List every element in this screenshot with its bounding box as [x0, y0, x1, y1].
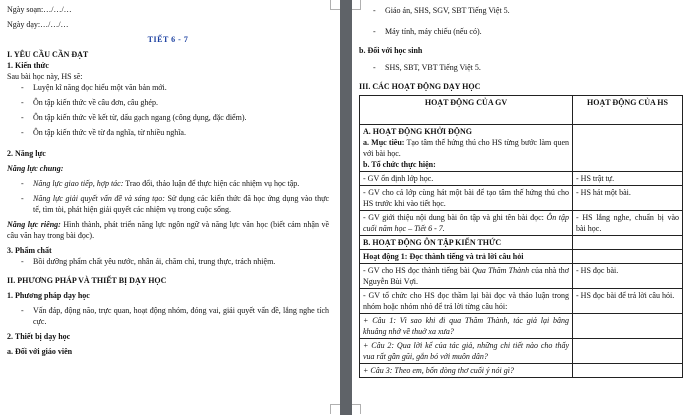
- table-row: [360, 236, 683, 250]
- table-cell: - HS trật tự.: [573, 172, 683, 186]
- subsection-heading: b. Đối với học sinh: [359, 46, 423, 55]
- poem-title: Qua Thăm Thành: [472, 266, 530, 275]
- list-item: [7, 178, 329, 189]
- table-cell: - GV cho HS đọc thành tiếng bài Qua Thăm Thành của nhà thơ Nguyễn Bùi Vợi.: [360, 264, 573, 289]
- item-label: Năng lực giải quyết vấn đề và sáng tạo:: [33, 194, 165, 203]
- list-item: - Vấn đáp, động não, trực quan, hoạt động nhóm, đóng vai, giải quyết vấn đề, lắng nghe tích cực.: [7, 305, 329, 327]
- table-cell: [573, 250, 683, 264]
- item-label: Năng lực giao tiếp, hợp tác:: [33, 179, 124, 188]
- subsection-heading: a. Đối với giáo viên: [7, 347, 73, 356]
- goal-label: a. Mục tiêu:: [363, 138, 405, 147]
- margin-mark: [352, 404, 361, 414]
- list-item: - Máy tính, máy chiếu (nếu có).: [359, 26, 690, 37]
- table-cell: - HS đọc bài.: [573, 264, 683, 289]
- question: + Câu 3: Theo em, bốn dòng thơ cuối ý nói gì?: [363, 366, 514, 375]
- column-header-gv: HOẠT ĐỘNG CỦA GV: [360, 96, 573, 125]
- table-cell: [573, 314, 683, 339]
- list-item: - Ôn tập kiến thức về kết từ, dấu gạch ngang (công dụng, đặc điểm).: [7, 112, 329, 123]
- table-row: [360, 172, 683, 186]
- list-item: [7, 193, 329, 215]
- subsection-heading: 1. Phương pháp dạy học: [7, 291, 90, 300]
- page-content: [359, 5, 690, 378]
- item-text: Sử dụng các kiến thức đã học ứng dụng vào thực tế, tìm tòi, phát hiện giải quyết các nhiệm vụ trong cuộc sống.: [33, 194, 329, 214]
- margin-mark: [330, 0, 340, 10]
- table-cell: [573, 236, 683, 250]
- table-row: [360, 211, 683, 236]
- activity-heading: Hoạt động 1: Đọc thành tiếng và trả lời câu hỏi: [363, 252, 524, 261]
- table-cell: [360, 314, 573, 339]
- date-taught: Ngày dạy:…/…/…: [7, 20, 69, 29]
- table-cell: - HS lắng nghe, chuẩn bị vào bài học.: [573, 211, 683, 236]
- table-row: [360, 186, 683, 211]
- item-label: Năng lực riêng:: [7, 220, 61, 229]
- table-cell: [573, 339, 683, 364]
- subsection-heading: 3. Phẩm chất: [7, 246, 52, 255]
- subsection-heading: 1. Kiến thức: [7, 61, 49, 70]
- document-page-left: [0, 0, 340, 415]
- table-cell: - HS đọc bài để trả lời câu hỏi.: [573, 289, 683, 314]
- table-cell: [573, 364, 683, 378]
- subsection-heading: Năng lực chung:: [7, 164, 64, 173]
- list-item: - Giáo án, SHS, SGV, SBT Tiếng Việt 5.: [359, 5, 690, 16]
- table-header-row: [360, 96, 683, 125]
- section-heading: I. YÊU CẦU CẦN ĐẠT: [7, 50, 89, 59]
- table-row: [360, 314, 683, 339]
- margin-mark: [330, 404, 340, 414]
- subsection-heading: 2. Thiết bị dạy học: [7, 332, 71, 341]
- table-cell: [360, 250, 573, 264]
- paragraph: [7, 219, 329, 241]
- list-item: - Ôn tập kiến thức về từ đa nghĩa, từ nhiều nghĩa.: [7, 127, 329, 138]
- activities-table: [359, 95, 683, 378]
- intro-text: Sau bài học này, HS sẽ:: [7, 72, 83, 81]
- table-row: [360, 125, 683, 172]
- table-cell: - HS hát một bài.: [573, 186, 683, 211]
- table-row: [360, 264, 683, 289]
- list-item: - Ôn tập kiến thức về câu đơn, câu ghép.: [7, 97, 329, 108]
- section-heading: II. PHƯƠNG PHÁP VÀ THIẾT BỊ DẠY HỌC: [7, 276, 167, 285]
- activity-section-heading: A. HOẠT ĐỘNG KHỞI ĐỘNG: [363, 127, 472, 136]
- item-text: Trao đổi, thảo luận để thực hiện các nhiệm vụ học tập.: [125, 179, 300, 188]
- table-cell: [360, 125, 573, 172]
- question: + Câu 1: Vì sao khi đi qua Thăm Thành, tác giả lại bâng khuâng nhớ về thuở xa xưa?: [363, 316, 569, 336]
- list-item: - Bồi dưỡng phẩm chất yêu nước, nhân ái, chăm chỉ, trung thực, trách nhiệm.: [7, 256, 329, 267]
- table-cell: - GV tổ chức cho HS đọc thầm lại bài đọc và thảo luận trong nhóm hoặc nhóm nhỏ để trả lời từng câu hỏi:: [360, 289, 573, 314]
- date-prepared: Ngày soạn:…/…/…: [7, 5, 72, 14]
- column-header-hs: HOẠT ĐỘNG CỦA HS: [573, 96, 683, 125]
- table-cell: [360, 236, 573, 250]
- table-row: [360, 289, 683, 314]
- table-cell: - GV cho cả lớp cùng hát một bài để tạo tâm thế hứng thú cho HS trước khi vào tiết học.: [360, 186, 573, 211]
- list-item: - Luyện kĩ năng đọc hiểu một văn bản mới.: [7, 82, 329, 93]
- steps-heading: b. Tổ chức thực hiện:: [363, 160, 436, 169]
- table-cell: - GV ổn định lớp học.: [360, 172, 573, 186]
- table-cell: [360, 339, 573, 364]
- activity-section-heading: B. HOẠT ĐỘNG ÔN TẬP KIẾN THỨC: [363, 238, 502, 247]
- subsection-heading: 2. Năng lực: [7, 149, 46, 158]
- table-row: [360, 339, 683, 364]
- lesson-title: TIẾT 6 - 7: [147, 35, 189, 44]
- table-cell: [573, 125, 683, 172]
- section-heading: III. CÁC HOẠT ĐỘNG DẠY HỌC: [359, 82, 481, 91]
- question: + Câu 2: Qua lời kể của tác giả, những chi tiết nào cho thấy vua rất gần gũi, gắn bó với muôn dân?: [363, 341, 569, 361]
- table-row: [360, 250, 683, 264]
- list-item: - SHS, SBT, VBT Tiếng Việt 5.: [359, 62, 690, 73]
- table-cell: - GV giới thiệu nội dung bài ôn tập và ghi tên bài đọc: Ôn tập cuối năm học – Tiết 6 - 7.: [360, 211, 573, 236]
- item-text: Hình thành, phát triển năng lực ngôn ngữ và năng lực văn học (biết cảm nhận về câu văn hay trong bài đọc).: [7, 220, 329, 240]
- goal-text: a. Mục tiêu: Tạo tâm thế hứng thú cho HS từng bước làm quen với bài học.: [363, 138, 569, 158]
- table-row: [360, 364, 683, 378]
- table-cell: [360, 364, 573, 378]
- page-content: [7, 4, 329, 357]
- lesson-name: Ôn tập cuối năm học – Tiết 6 - 7.: [363, 213, 570, 233]
- document-page-right: [352, 0, 700, 415]
